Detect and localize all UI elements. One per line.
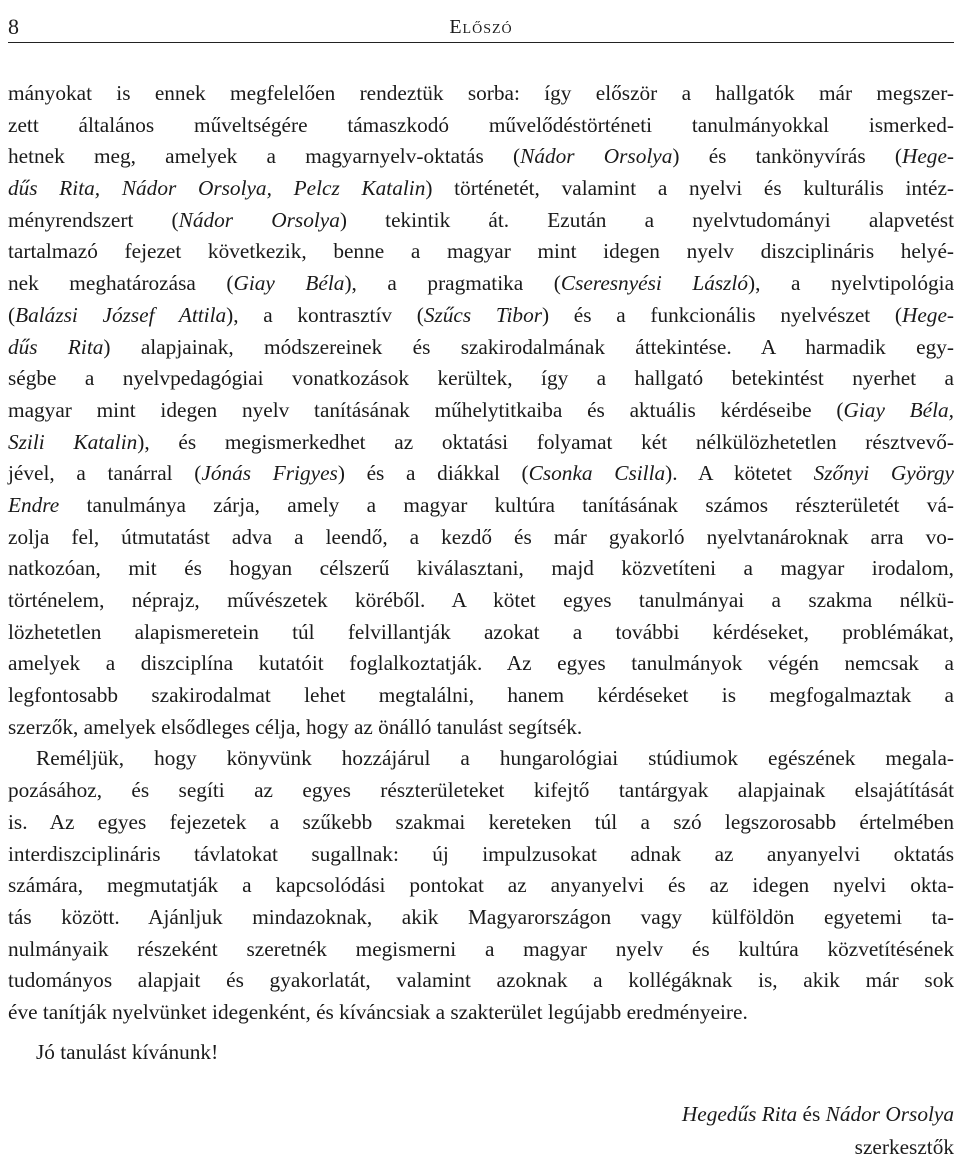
- text-run: Reméljük, hogy könyvünk hozzájárul a hungarológiai stúdiumok egészének megala-: [36, 746, 954, 771]
- text-run: is. Az egyes fejezetek a szűkebb szakmai kereteken túl a szó legszorosabb értelmében: [8, 809, 954, 834]
- text-line: [8, 173, 954, 205]
- italic-text: Nádor Orsolya: [178, 207, 340, 232]
- paragraph: [8, 743, 954, 1028]
- text-line: [8, 141, 954, 173]
- text-run: ), a nyelvtipológia: [748, 271, 955, 296]
- text-run: zolja fel, útmutatást adva a leendő, a kezdő és már gyakorló nyelvtanároknak arra vo-: [8, 524, 954, 549]
- text-run: ), a kontrasztív (: [226, 302, 424, 327]
- text-run: ) és a diákkal (: [337, 461, 529, 486]
- text-run: ), a pragmatika (: [344, 271, 561, 296]
- italic-text: dűs Rita, Nádor Orsolya, Pelcz Katalin: [8, 176, 426, 201]
- text-run: interdiszciplináris távlatokat sugallnak: új impulzusokat adnak az anyanyelvi oktatás: [8, 841, 954, 866]
- signature-names: [682, 1098, 954, 1131]
- text-line: [8, 934, 954, 966]
- text-line: [8, 617, 954, 649]
- editor-name: Hegedűs Rita: [681, 1102, 798, 1126]
- text-run: amelyek a diszciplína kutatóit foglalkoztatják. Az egyes tanulmányok végén nemcsak a: [8, 651, 954, 676]
- page-number: 8: [8, 14, 19, 39]
- text-run: legfontosabb szakirodalmat lehet megtalálni, hanem kérdéseket is megfogalmaztak a: [8, 683, 954, 708]
- text-line: [8, 585, 954, 617]
- text-run: nulmányaik részeként szeretnék megismerni a magyar nyelv és kultúra közvetítésének: [8, 936, 954, 961]
- text-line: [8, 110, 954, 142]
- text-line: [8, 363, 954, 395]
- text-run: tanulmánya zárja, amely a magyar kultúra tanításának számos részterületét vá-: [59, 492, 954, 517]
- text-line: [8, 712, 954, 744]
- text-run: lözhetetlen alapismeretein túl felvillantják azokat a további kérdéseket, problémákat,: [8, 619, 954, 644]
- signature-conjunction: és: [797, 1102, 826, 1126]
- text-run: ). A kötetet: [665, 461, 814, 486]
- text-line: [8, 78, 954, 110]
- italic-text: Giay Béla: [233, 271, 345, 296]
- text-line: [8, 648, 954, 680]
- text-run: hetnek meg, amelyek a magyarnyelv-oktatás (: [8, 144, 521, 169]
- text-line: [8, 743, 954, 775]
- text-run: mányokat is ennek megfelelően rendeztük sorba: így először a hallgatók már megszer-: [8, 81, 954, 105]
- text-line: [8, 268, 954, 300]
- italic-text: Giay Béla,: [843, 397, 955, 422]
- text-line: [8, 395, 954, 427]
- text-line: [8, 870, 954, 902]
- text-line: [8, 490, 954, 522]
- text-run: ), és megismerkedhet az oktatási folyamat két nélkülözhetetlen résztvevő-: [137, 429, 954, 454]
- italic-text: Szűcs Tibor: [423, 302, 543, 327]
- text-run: ) tekintik át. Ezután a nyelvtudományi alapvetést: [339, 207, 954, 232]
- text-run: magyar mint idegen nyelv tanításának műhelytitkaiba és aktuális kérdéseibe (: [8, 397, 844, 422]
- text-line: [8, 458, 954, 490]
- text-run: ségbe a nyelvpedagógiai vonatkozások kerültek, így a hallgató betekintést nyerhet a: [8, 366, 954, 391]
- text-line: [8, 839, 954, 871]
- text-run: tudományos alapjait és gyakorlatát, valamint azoknak a kollégáknak is, akik már sok: [8, 968, 954, 993]
- text-line: [8, 300, 954, 332]
- text-line: [8, 236, 954, 268]
- text-run: tás között. Ajánljuk mindazoknak, akik Magyarországon vagy külföldön egyetemi ta-: [8, 904, 954, 929]
- text-run: történelem, néprajz, művészetek köréből. A kötet egyes tanulmányai a szakma nélkü-: [8, 588, 954, 612]
- text-run: számára, megmutatják a kapcsolódási pontokat az anyanyelvi és az idegen nyelvi okta-: [8, 873, 954, 898]
- text-run: ) és a funkcionális nyelvészet (: [542, 302, 902, 327]
- signature-block: [682, 1098, 954, 1164]
- text-line: [8, 775, 954, 807]
- paragraph: [8, 78, 954, 743]
- text-run: jével, a tanárral (: [8, 461, 202, 486]
- text-line: [8, 553, 954, 585]
- italic-text: Nádor Orsolya: [520, 144, 673, 169]
- italic-text: Balázsi József Attila: [15, 302, 227, 327]
- text-line: [8, 807, 954, 839]
- text-run: natkozóan, mit és hogyan célszerű kiválasztani, majd közvetíteni a magyar irodalom,: [8, 556, 954, 581]
- text-run: szerzők, amelyek elsődleges célja, hogy az önálló tanulást segítsék.: [8, 714, 583, 739]
- text-run: pozásához, és segíti az egyes részterületeket kifejtő tantárgyak alapjainak elsajátítását: [8, 778, 954, 803]
- italic-text: Szili Katalin: [8, 429, 138, 454]
- text-run: ) történetét, valamint a nyelvi és kulturális intéz-: [425, 176, 954, 201]
- text-run: éve tanítják nyelvünket idegenként, és kíváncsiak a szakterület legújabb eredményeire.: [8, 999, 748, 1024]
- italic-text: Endre: [8, 492, 60, 517]
- editor-name: Nádor Orsolya: [825, 1102, 954, 1126]
- text-run: ) alapjainak, módszereinek és szakirodalmának áttekintése. A harmadik egy-: [103, 334, 954, 359]
- text-run: ményrendszert (: [8, 207, 179, 232]
- text-line: [8, 997, 954, 1029]
- text-line: [8, 680, 954, 712]
- text-line: [8, 902, 954, 934]
- running-head: Előszó: [449, 16, 513, 38]
- text-run: nek meghatározása (: [8, 271, 234, 296]
- italic-text: dűs Rita: [8, 334, 104, 359]
- page-header: [8, 8, 954, 43]
- text-run: ) és tankönyvírás (: [672, 144, 902, 169]
- italic-text: Jónás Frigyes: [201, 461, 338, 486]
- text-run: zett általános műveltségére támaszkodó művelődéstörténeti tanulmányokkal ismerked-: [8, 112, 954, 137]
- text-line: [8, 332, 954, 364]
- text-line: [8, 205, 954, 237]
- closing-line: Jó tanulást kívánunk!: [36, 1040, 219, 1064]
- text-line: [8, 522, 954, 554]
- text-run: (: [8, 302, 16, 327]
- italic-text: Szőnyi György: [813, 461, 955, 486]
- italic-text: Hege-: [901, 302, 954, 327]
- body-text: [8, 78, 954, 1029]
- signature-role: szerkesztők: [854, 1135, 954, 1159]
- italic-text: Cseresnyési László: [560, 271, 749, 296]
- text-line: [8, 427, 954, 459]
- italic-text: Csonka Csilla: [528, 461, 666, 486]
- text-run: tartalmazó fejezet következik, benne a magyar mint idegen nyelv diszciplináris helyé-: [8, 239, 954, 264]
- italic-text: Hege-: [901, 144, 954, 169]
- text-line: [8, 965, 954, 997]
